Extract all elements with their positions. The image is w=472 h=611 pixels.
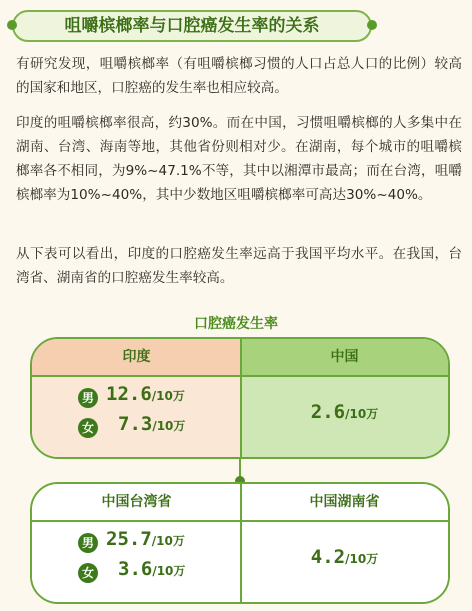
china-values [241, 375, 448, 459]
male-badge: 男 [78, 533, 98, 553]
india-female-value: 7.3/10万 [118, 413, 186, 435]
bottom-column-divider [240, 484, 242, 602]
china-value-row [241, 401, 448, 423]
taiwan-male-value: 25.7/10万 [106, 528, 185, 550]
india-values [32, 375, 241, 459]
hunan-header: 中国湖南省 [241, 484, 448, 520]
hunan-value-row [241, 546, 448, 568]
taiwan-female-row [32, 560, 241, 586]
male-badge: 男 [78, 388, 98, 408]
paragraph-detail: 印度的咀嚼槟榔率很高，约30%。而在中国，习惯咀嚼槟榔的人多集中在湖南、台湾、海南等地，其他省份则相对少。在湖南，每个城市的咀嚼槟榔率各不相同，为9%~47.1%不等，其中以湘潭市最高；而在台湾，咀嚼槟榔率为10%~40%，其中少数地区咀嚼槟榔率可高达30%~40%。 [16, 115, 462, 203]
china-value: 2.6/10万 [310, 401, 379, 423]
india-header: 印度 [32, 339, 241, 375]
female-badge: 女 [78, 418, 98, 438]
bottom-comparison-box [30, 482, 450, 604]
top-comparison-box [30, 337, 450, 459]
hunan-value: 4.2/10万 [310, 546, 379, 568]
india-male-value: 12.6/10万 [106, 383, 185, 405]
china-header: 中国 [241, 339, 448, 375]
paragraph-intro: 有研究发现，咀嚼槟榔率（有咀嚼槟榔习惯的人口占总人口的比例）较高的国家和地区，口腔癌的发生率也相应较高。 [16, 56, 462, 96]
hunan-values [241, 520, 448, 604]
taiwan-female-value: 3.6/10万 [118, 558, 186, 580]
paragraph-conclusion: 从下表可以看出，印度的口腔癌发生率远高于我国平均水平。在我国，台湾省、湖南省的口腔癌发生率较高。 [16, 246, 462, 286]
taiwan-values [32, 520, 241, 604]
female-badge: 女 [78, 563, 98, 583]
taiwan-header: 中国台湾省 [32, 484, 241, 520]
india-female-row [32, 415, 241, 441]
taiwan-male-row [32, 530, 241, 556]
table-caption: 口腔癌发生率 [194, 316, 278, 332]
india-male-row [32, 385, 241, 411]
top-column-divider [240, 339, 242, 457]
title-banner [12, 10, 372, 42]
page-title: 咀嚼槟榔率与口腔癌发生率的关系 [64, 16, 320, 36]
